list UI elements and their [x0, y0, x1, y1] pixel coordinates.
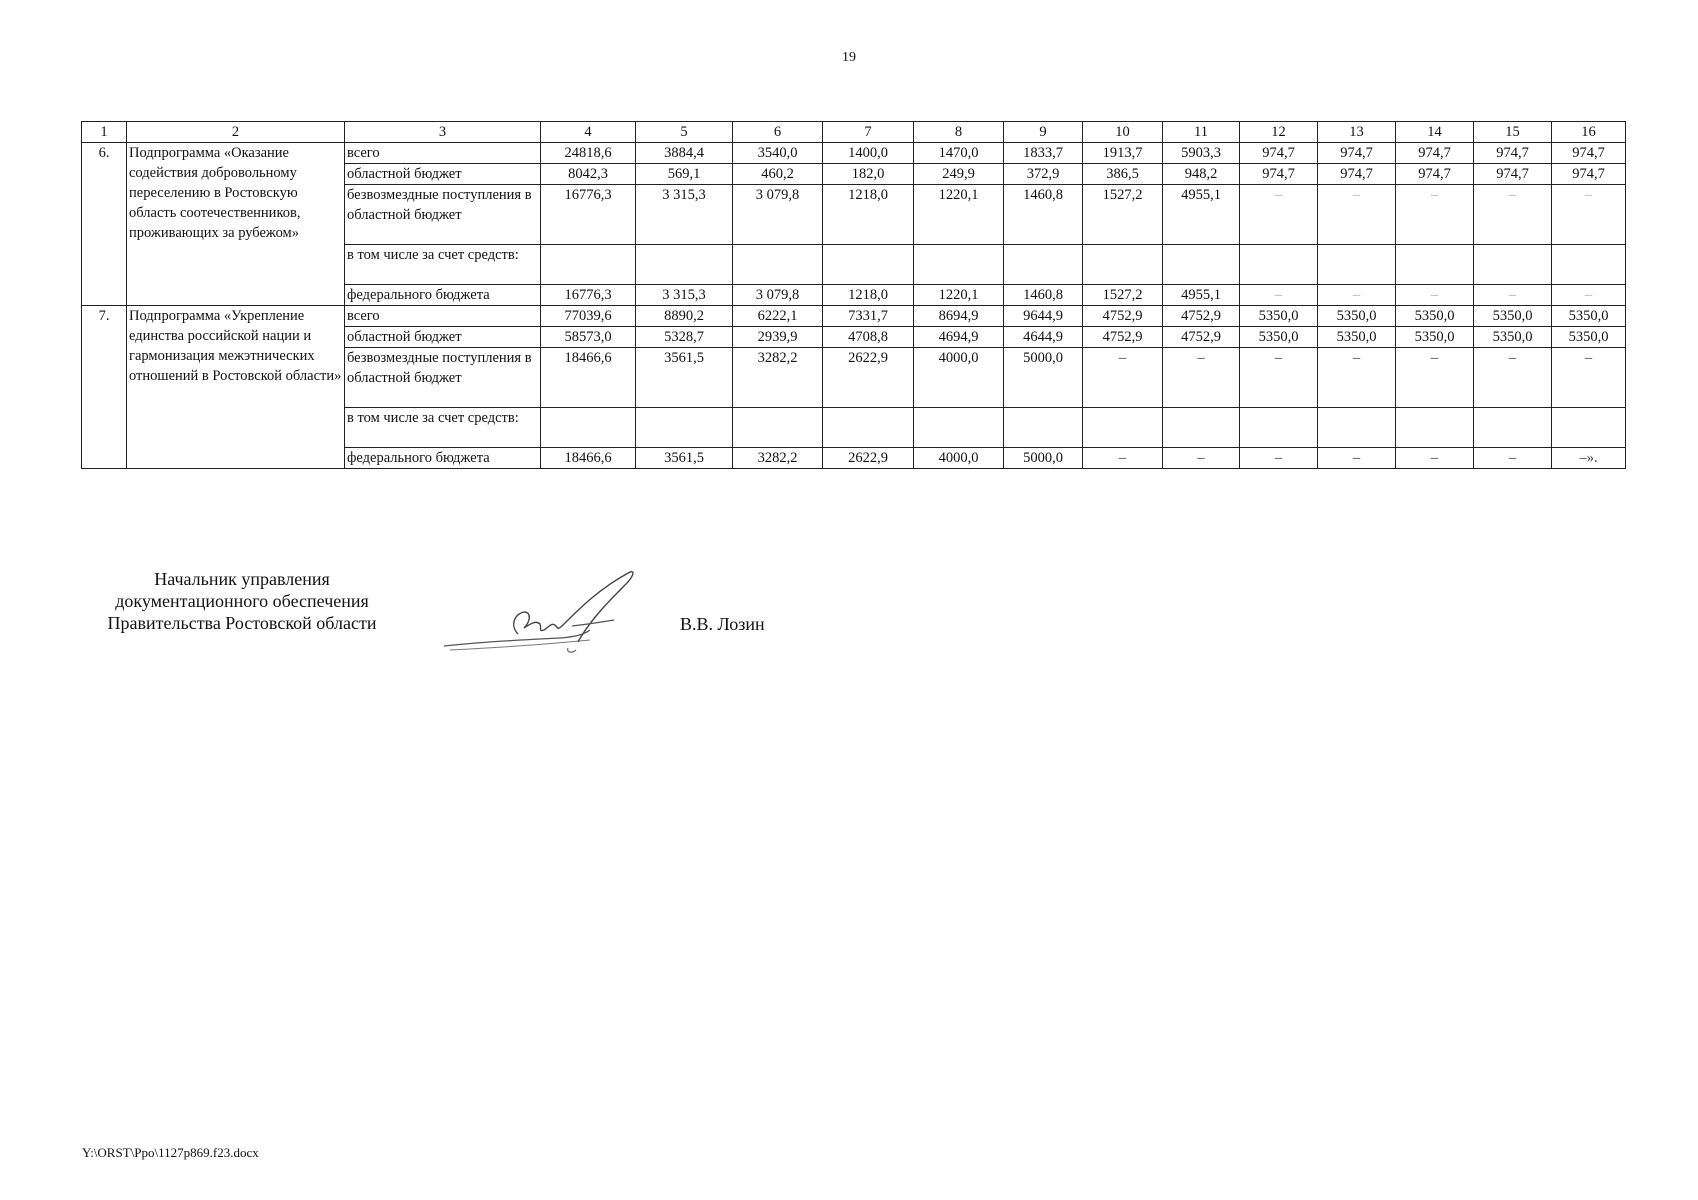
value-cell: 4708,8 [823, 327, 914, 348]
value-cell: 372,9 [1004, 164, 1083, 185]
value-cell: – [1474, 448, 1552, 469]
column-header: 6 [733, 122, 823, 143]
value-cell: 974,7 [1396, 164, 1474, 185]
value-cell: 2622,9 [823, 348, 914, 408]
value-cell: –». [1552, 448, 1626, 469]
value-cell: – [1396, 448, 1474, 469]
value-cell: 1527,2 [1083, 285, 1163, 306]
column-header: 14 [1396, 122, 1474, 143]
value-cell: 948,2 [1163, 164, 1240, 185]
program-index: 6. [82, 143, 127, 306]
value-cell: 5350,0 [1396, 306, 1474, 327]
value-cell: 1527,2 [1083, 185, 1163, 245]
value-cell: 974,7 [1318, 164, 1396, 185]
value-cell: 1400,0 [823, 143, 914, 164]
value-cell: 3561,5 [636, 448, 733, 469]
table-header-row [82, 122, 1626, 143]
value-cell [1004, 408, 1083, 448]
column-header: 12 [1240, 122, 1318, 143]
value-cell [914, 408, 1004, 448]
value-cell: 5350,0 [1240, 306, 1318, 327]
value-cell [823, 245, 914, 285]
value-cell: 460,2 [733, 164, 823, 185]
value-cell [1396, 245, 1474, 285]
value-cell: – [1552, 185, 1626, 245]
column-header: 11 [1163, 122, 1240, 143]
value-cell: 16776,3 [541, 285, 636, 306]
value-cell: 974,7 [1396, 143, 1474, 164]
column-header: 10 [1083, 122, 1163, 143]
value-cell: 4000,0 [914, 348, 1004, 408]
value-cell: 18466,6 [541, 448, 636, 469]
value-cell: 4000,0 [914, 448, 1004, 469]
budget-table [81, 121, 1626, 469]
value-cell: 3540,0 [733, 143, 823, 164]
value-cell: 3 315,3 [636, 185, 733, 245]
value-cell: 3 079,8 [733, 285, 823, 306]
value-cell: – [1396, 348, 1474, 408]
column-header: 9 [1004, 122, 1083, 143]
value-cell: 1460,8 [1004, 285, 1083, 306]
value-cell: 4644,9 [1004, 327, 1083, 348]
value-cell: 5350,0 [1318, 306, 1396, 327]
table-row [82, 143, 1626, 164]
value-cell [1396, 408, 1474, 448]
value-cell: 5328,7 [636, 327, 733, 348]
value-cell: 1833,7 [1004, 143, 1083, 164]
value-cell: 5350,0 [1474, 306, 1552, 327]
funding-source: безвозмездные поступления в областной бюджет [345, 185, 541, 245]
value-cell: 4955,1 [1163, 285, 1240, 306]
funding-source: безвозмездные поступления в областной бюджет [345, 348, 541, 408]
value-cell [1163, 245, 1240, 285]
value-cell: – [1240, 448, 1318, 469]
value-cell: – [1318, 285, 1396, 306]
value-cell: 4955,1 [1163, 185, 1240, 245]
funding-source: всего [345, 143, 541, 164]
funding-source: областной бюджет [345, 164, 541, 185]
value-cell: 182,0 [823, 164, 914, 185]
value-cell: 8042,3 [541, 164, 636, 185]
column-header: 3 [345, 122, 541, 143]
column-header: 15 [1474, 122, 1552, 143]
value-cell: 18466,6 [541, 348, 636, 408]
value-cell [541, 245, 636, 285]
value-cell: 5000,0 [1004, 448, 1083, 469]
value-cell: 3884,4 [636, 143, 733, 164]
value-cell [733, 408, 823, 448]
value-cell: – [1083, 348, 1163, 408]
value-cell: 1220,1 [914, 285, 1004, 306]
value-cell [1552, 245, 1626, 285]
value-cell: – [1318, 185, 1396, 245]
value-cell [1552, 408, 1626, 448]
value-cell: – [1552, 285, 1626, 306]
value-cell: – [1318, 348, 1396, 408]
value-cell [733, 245, 823, 285]
value-cell: 3282,2 [733, 448, 823, 469]
column-header: 1 [82, 122, 127, 143]
value-cell [1163, 408, 1240, 448]
value-cell: 4752,9 [1083, 327, 1163, 348]
funding-source: в том числе за счет средств: [345, 245, 541, 285]
value-cell: – [1240, 348, 1318, 408]
value-cell [636, 408, 733, 448]
value-cell: 1913,7 [1083, 143, 1163, 164]
value-cell [1240, 245, 1318, 285]
value-cell: 569,1 [636, 164, 733, 185]
value-cell: – [1474, 185, 1552, 245]
value-cell: 3 079,8 [733, 185, 823, 245]
value-cell: 3561,5 [636, 348, 733, 408]
value-cell: 7331,7 [823, 306, 914, 327]
value-cell: – [1240, 185, 1318, 245]
signer-name: В.В. Лозин [680, 614, 765, 634]
value-cell: 16776,3 [541, 185, 636, 245]
value-cell: – [1240, 285, 1318, 306]
value-cell: 9644,9 [1004, 306, 1083, 327]
column-header: 16 [1552, 122, 1626, 143]
value-cell [1083, 408, 1163, 448]
value-cell [541, 408, 636, 448]
value-cell: 6222,1 [733, 306, 823, 327]
column-header: 5 [636, 122, 733, 143]
value-cell: – [1552, 348, 1626, 408]
value-cell: 4752,9 [1163, 306, 1240, 327]
column-header: 2 [127, 122, 345, 143]
signature-title-line: документационного обеспечения [115, 591, 369, 611]
value-cell: 5350,0 [1318, 327, 1396, 348]
value-cell: 1218,0 [823, 285, 914, 306]
column-header: 4 [541, 122, 636, 143]
value-cell: 58573,0 [541, 327, 636, 348]
value-cell [1083, 245, 1163, 285]
value-cell: 2622,9 [823, 448, 914, 469]
value-cell: 24818,6 [541, 143, 636, 164]
value-cell: 5000,0 [1004, 348, 1083, 408]
value-cell [823, 408, 914, 448]
funding-source: федерального бюджета [345, 285, 541, 306]
value-cell: 4694,9 [914, 327, 1004, 348]
value-cell: 5350,0 [1240, 327, 1318, 348]
value-cell: 974,7 [1552, 143, 1626, 164]
value-cell: 249,9 [914, 164, 1004, 185]
funding-source: федерального бюджета [345, 448, 541, 469]
value-cell: 5350,0 [1474, 327, 1552, 348]
value-cell: 3 315,3 [636, 285, 733, 306]
value-cell: 77039,6 [541, 306, 636, 327]
value-cell: 4752,9 [1163, 327, 1240, 348]
signature-title-line: Начальник управления [154, 569, 330, 589]
value-cell: 1218,0 [823, 185, 914, 245]
column-header: 8 [914, 122, 1004, 143]
value-cell: – [1163, 448, 1240, 469]
value-cell [1318, 245, 1396, 285]
column-header: 13 [1318, 122, 1396, 143]
value-cell [914, 245, 1004, 285]
value-cell: 1470,0 [914, 143, 1004, 164]
value-cell [1004, 245, 1083, 285]
value-cell: – [1396, 185, 1474, 245]
signature-title-line: Правительства Ростовской области [107, 613, 377, 633]
value-cell: 8890,2 [636, 306, 733, 327]
value-cell: 974,7 [1474, 164, 1552, 185]
value-cell: 974,7 [1240, 143, 1318, 164]
value-cell: 2939,9 [733, 327, 823, 348]
value-cell: 8694,9 [914, 306, 1004, 327]
funding-source: в том числе за счет средств: [345, 408, 541, 448]
value-cell: 974,7 [1240, 164, 1318, 185]
value-cell: – [1396, 285, 1474, 306]
value-cell [1240, 408, 1318, 448]
value-cell: 1460,8 [1004, 185, 1083, 245]
value-cell: – [1474, 348, 1552, 408]
value-cell [636, 245, 733, 285]
page-number: 19 [842, 50, 856, 65]
file-path: Y:\ORST\Ppo\1127p869.f23.docx [82, 1145, 259, 1160]
value-cell [1474, 408, 1552, 448]
program-name: Подпрограмма «Оказание содействия добровольному переселению в Ростовскую область соотечественников, проживающих за рубежом» [127, 143, 345, 306]
funding-source: областной бюджет [345, 327, 541, 348]
value-cell [1474, 245, 1552, 285]
value-cell: – [1083, 448, 1163, 469]
column-header: 7 [823, 122, 914, 143]
value-cell: – [1163, 348, 1240, 408]
table-row [82, 306, 1626, 327]
value-cell: – [1318, 448, 1396, 469]
program-name: Подпрограмма «Укрепление единства российской нации и гармонизация межэтнических отношений в Ростовской области» [127, 306, 345, 469]
value-cell: 4752,9 [1083, 306, 1163, 327]
value-cell: 5350,0 [1396, 327, 1474, 348]
value-cell: 5350,0 [1552, 327, 1626, 348]
value-cell: 974,7 [1474, 143, 1552, 164]
signature-title [82, 568, 402, 634]
value-cell: 974,7 [1318, 143, 1396, 164]
value-cell: 5350,0 [1552, 306, 1626, 327]
value-cell: 1220,1 [914, 185, 1004, 245]
value-cell: 3282,2 [733, 348, 823, 408]
handwritten-signature [440, 568, 650, 658]
value-cell: – [1474, 285, 1552, 306]
value-cell: 386,5 [1083, 164, 1163, 185]
funding-source: всего [345, 306, 541, 327]
program-index: 7. [82, 306, 127, 469]
value-cell [1318, 408, 1396, 448]
value-cell: 974,7 [1552, 164, 1626, 185]
value-cell: 5903,3 [1163, 143, 1240, 164]
